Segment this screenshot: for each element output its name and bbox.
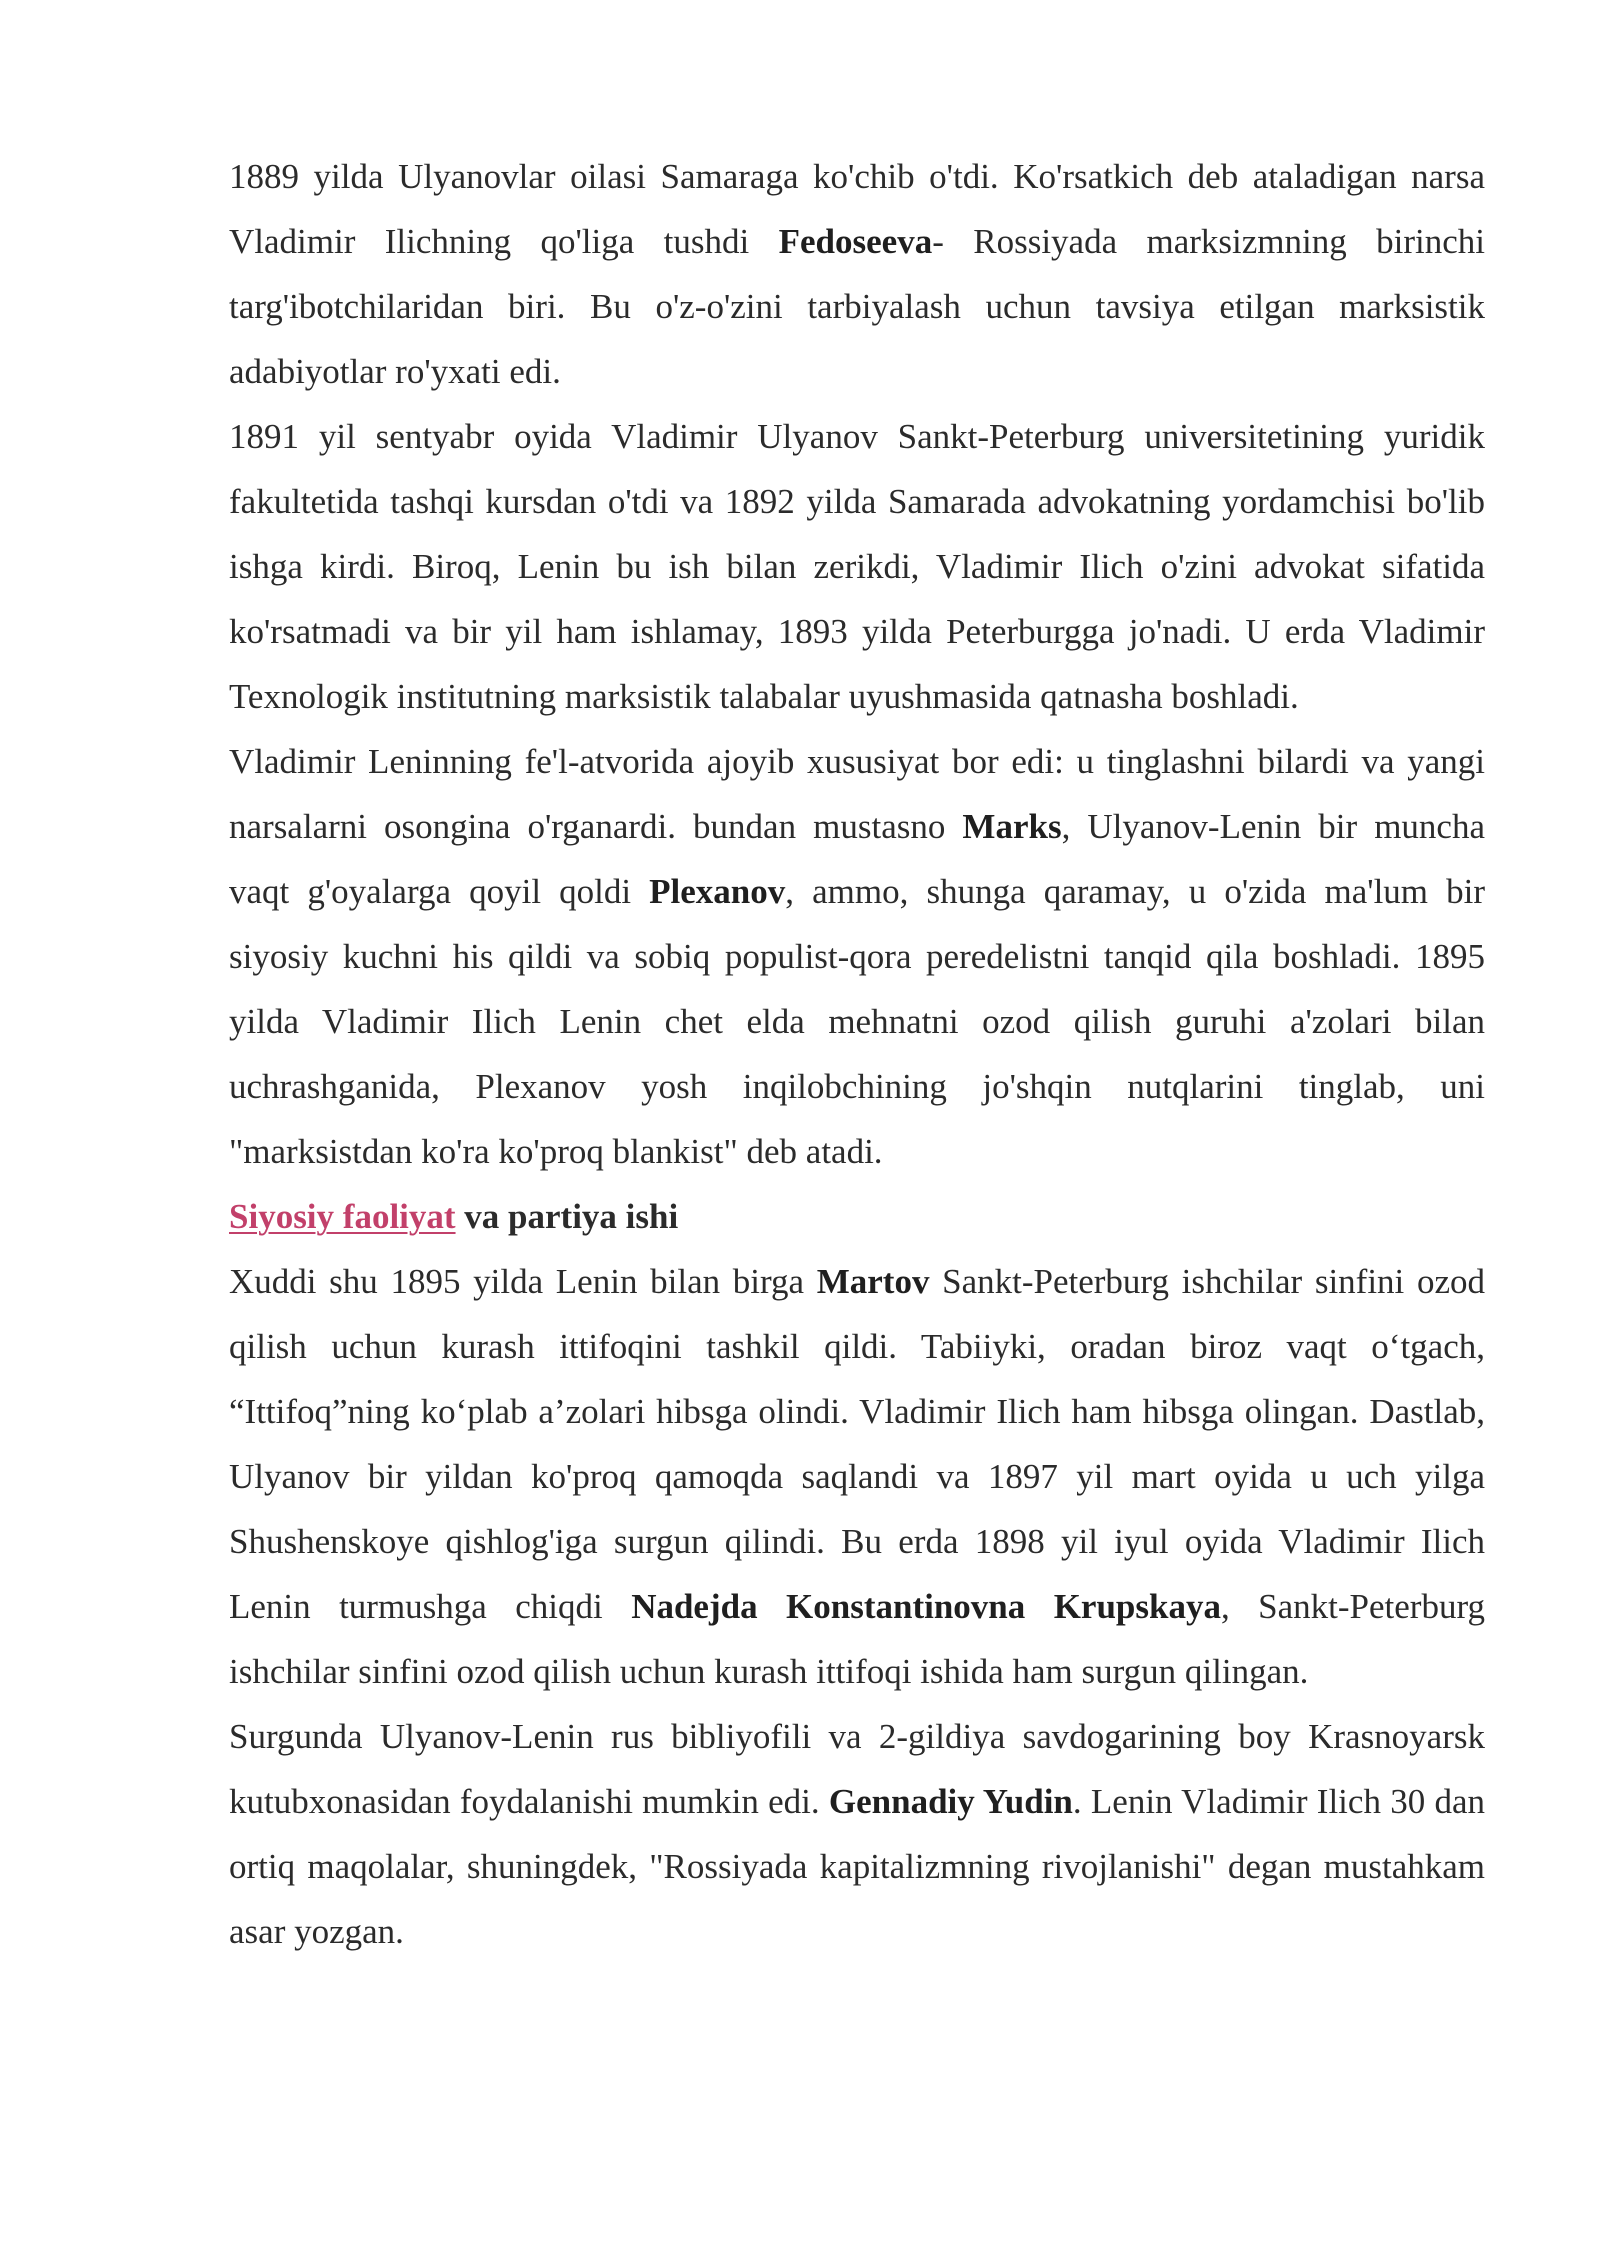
name-martov: Martov [816,1262,930,1301]
paragraph-university [229,404,1485,729]
siyosiy-faoliyat-link[interactable]: Siyosiy faoliyat [229,1197,456,1236]
name-plexanov: Plexanov [649,872,786,911]
paragraph-text: Xuddi shu 1895 yilda Lenin bilan birga [229,1262,817,1301]
paragraph-text: 1891 yil sentyabr oyida Vladimir Ulyanov Sankt-Peterburg universitetining yuridik fakultetida tashqi kursdan o'tdi va 1892 yilda Samarada advokatning yordamchisi bo'lib ishga kirdi. Biroq, Lenin bu ish bilan zerikdi, Vladimir Ilich o'zini advokat sifatida ko'rsatmadi va bir yil ham ishlamay, 1893 yilda Peterburgga jo'nadi. U erda Vladimir Texnologik institutning marksistik talabalar uyushmasida qatnasha boshladi. [229,417,1485,716]
paragraph-text: Surgunda Ulyanov-Lenin rus bibliyofili va 2-gildiya savdogarining boy Krasnoyarsk kutubxonasidan foydalanishi mumkin edi. [229,1717,1485,1821]
paragraph-text: , Sankt-Peterburg ishchilar sinfini ozod qilish uchun kurash ittifoqi ishida ham surgun qilingan. [229,1587,1485,1691]
paragraph-text: - Rossiyada marksizmning birinchi targ'ibotchilaridan biri. Bu o'z-o'zini tarbiyalash uchun tavsiya etilgan marksistik adabiyotlar ro'yxati edi. [229,222,1485,391]
paragraph-martov [229,1249,1485,1704]
paragraph-text: . Lenin Vladimir Ilich 30 dan ortiq maqolalar, shuningdek, "Rossiyada kapitalizmning rivojlanishi" degan mustahkam asar yozgan. [229,1782,1485,1951]
paragraph-samara [229,144,1485,404]
paragraph-text: Vladimir Leninning fe'l-atvorida ajoyib xususiyat bor edi: u tinglashni bilardi va yangi narsalarni osongina o'rganardi. bundan mustasno [229,742,1485,846]
paragraph-text: , ammo, shunga qaramay, u o'zida ma'lum bir siyosiy kuchni his qildi va sobiq populist-qora peredelistni tanqid qila boshladi. 1895 yilda Vladimir Ilich Lenin chet elda mehnatni ozod qilish guruhi a'zolari bilan uchrashganida, Plexanov yosh inqilobchining jo'shqin nutqlarini tinglab, uni "marksistdan ko'ra ko'proq blankist" deb atadi. [229,872,1485,1171]
name-marks: Marks [962,807,1062,846]
section-heading [229,1184,1485,1249]
document-page [229,144,1485,1964]
heading-rest: va partiya ishi [455,1197,679,1236]
name-yudin: Gennadiy Yudin [828,1782,1073,1821]
paragraph-text: 1889 yilda Ulyanovlar oilasi Samaraga ko'chib o'tdi. Ko'rsatkich deb ataladigan narsa Vladimir Ilichning qo'liga tushdi [229,157,1485,261]
name-fedoseeva: Fedoseeva [778,222,933,261]
paragraph-exile [229,1704,1485,1964]
paragraph-character [229,729,1485,1184]
paragraph-text: , Ulyanov-Lenin bir muncha vaqt g'oyalarga qoyil qoldi [229,807,1485,911]
name-krupskaya: Nadejda Konstantinovna Krupskaya [631,1587,1221,1626]
paragraph-text: Sankt-Peterburg ishchilar sinfini ozod qilish uchun kurash ittifoqini tashkil qildi. Tabiiyki, oradan biroz vaqt o‘tgach, “Ittifoq”ning ko‘plab a’zolari hibsga olindi. Vladimir Ilich ham hibsga olingan. Dastlab, Ulyanov bir yildan ko'proq qamoqda saqlandi va 1897 yil mart oyida u uch yilga Shushenskoye qishlog'iga surgun qilindi. Bu erda 1898 yil iyul oyida Vladimir Ilich Lenin turmushga chiqdi [229,1262,1485,1626]
